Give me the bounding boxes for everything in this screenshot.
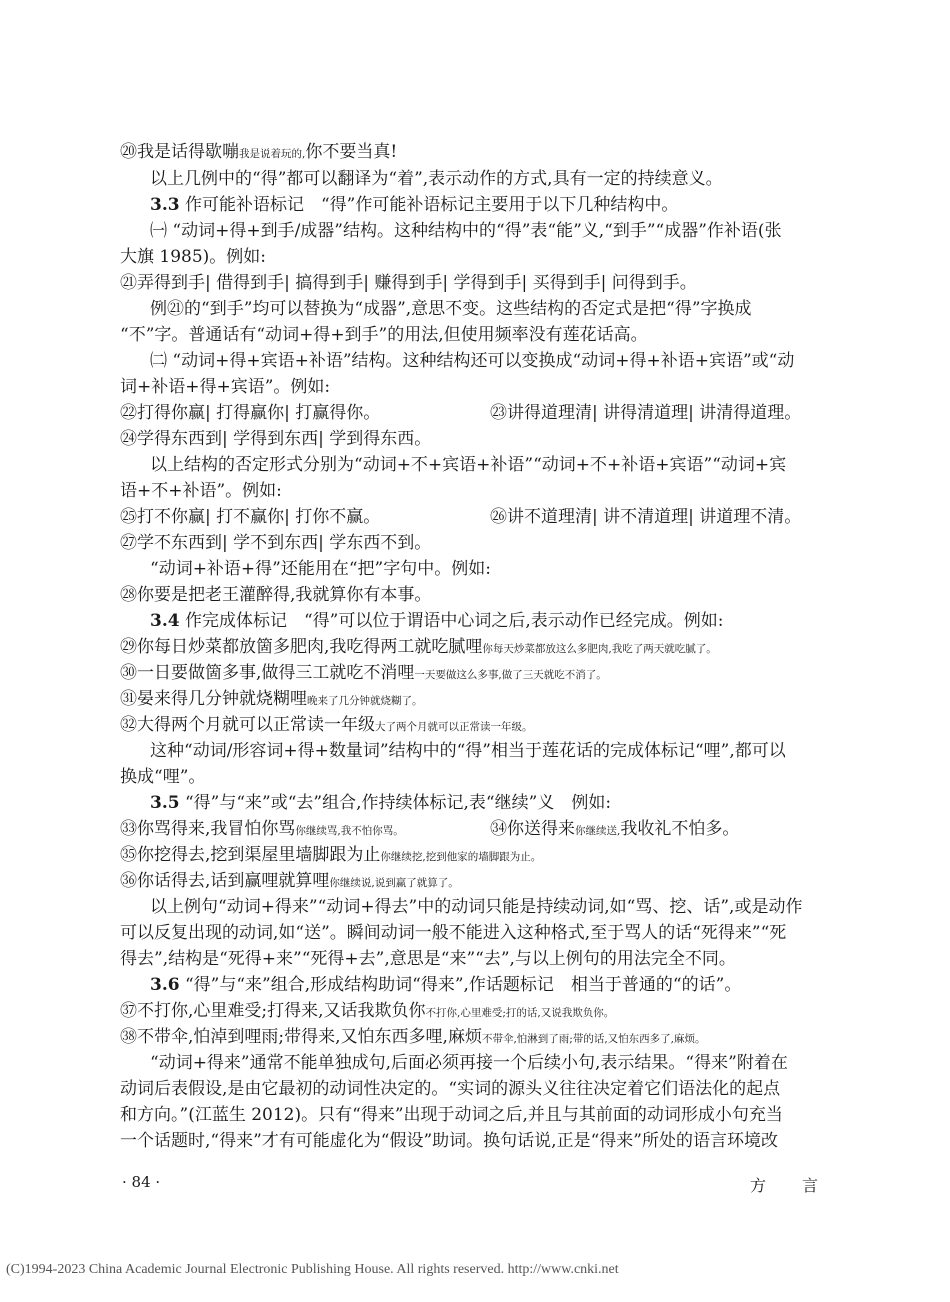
l35: “动词+得来”通常不能单独成句,后面必须再接一个后续小句,表示结果。“得来”附着在 xyxy=(150,1053,788,1073)
l13: 语+不+补语”。例如: xyxy=(120,481,282,501)
example-left: ㉕打不你赢| 打不赢你| 打你不赢。 xyxy=(120,507,381,527)
example-right: ㉓讲得道理清| 讲得清道理| 讲清得道理。 xyxy=(490,403,802,423)
l9: 词+补语+得+宾语”。例如: xyxy=(120,377,331,397)
l24: 换成“哩”。 xyxy=(120,767,206,787)
example-text: ㉚一日要做箇多事,做得三工就吃不消哩 xyxy=(120,663,415,683)
l6: 例㉑的“到手”均可以替换为“成器”,意思不变。这些结构的否定式是把“得”字换成 xyxy=(150,299,752,319)
section-number: 3.4 xyxy=(150,611,180,631)
gloss: 不打你,心里难受;打的话,又说我欺负你。 xyxy=(425,1007,615,1019)
example-text: ㊳不带伞,怕淖到哩雨;带得来,又怕东西多哩,麻烦 xyxy=(120,1027,482,1047)
l1: 以上几例中的“得”都可以翻译为“着”,表示动作的方式,具有一定的持续意义。 xyxy=(150,169,723,189)
example-text: ㉝你骂得来,我冒怕你骂 xyxy=(120,819,296,839)
example-tail: 你不要当真! xyxy=(305,142,398,162)
gloss: 你继续骂,我不怕你骂。 xyxy=(295,825,404,837)
l21 xyxy=(120,687,423,713)
l20 xyxy=(120,661,607,687)
page-number: · 84 · xyxy=(122,1173,161,1191)
l4: 大旗 1985)。例如: xyxy=(120,247,267,267)
gloss: 不带伞,怕淋到了雨;带的话,又怕东西多了,麻烦。 xyxy=(481,1033,706,1045)
gloss: 你继续说,说到赢了就算了。 xyxy=(329,877,459,889)
copyright-line[interactable]: (C)1994-2023 China Academic Journal Electronic Publishing House. All rights reserved. http://www.cnki.net xyxy=(6,1262,619,1277)
l30: 可以反复出现的动词,如“送”。瞬间动词一般不能进入这种格式,至于骂人的话“死得来”“死 xyxy=(120,923,787,943)
gloss: 一天要做这么多事,做了三天就吃不消了。 xyxy=(414,669,607,681)
example-text: ⑳我是话得歇嘣 xyxy=(120,142,239,162)
l3: ㈠ “动词+得+到手/成器”结构。这种结构中的“得”表“能”义,“到手”“成器”作补语(张 xyxy=(150,221,782,241)
example-text: ㊱你话得去,话到赢哩就算哩 xyxy=(120,871,330,891)
l37: 和方向。”(江蓝生 2012)。只有“得来”出现于动词之后,并且与其前面的动词形成小句充当 xyxy=(120,1105,783,1125)
l33 xyxy=(120,999,614,1025)
l11: ㉔学得东西到| 学得到东西| 学到得东西。 xyxy=(120,429,432,449)
l2 xyxy=(150,193,678,217)
example-right: ㉖讲不道理清| 讲不清道理| 讲道理不清。 xyxy=(490,507,802,527)
section-text: 作完成体标记 “得”可以位于谓语中心词之后,表示动作已经完成。例如: xyxy=(179,611,724,631)
section-text: “得”与“来”组合,形成结构助词“得来”,作话题标记 相当于普通的“的话”。 xyxy=(179,975,742,995)
l29: 以上例句“动词+得来”“动词+得去”中的动词只能是持续动词,如“骂、挖、话”,或是动作 xyxy=(150,897,803,917)
l16: “动词+补语+得”还能用在“把”字句中。例如: xyxy=(150,559,491,579)
l8: ㈡ “动词+得+宾语+补语”结构。这种结构还可以变换成“动词+得+补语+宾语”或“动 xyxy=(150,351,795,371)
l5: ㉑弄得到手| 借得到手| 搞得到手| 赚得到手| 学得到手| 买得到手| 问得到手。 xyxy=(120,273,697,293)
gloss: 我是说着玩的, xyxy=(239,148,306,160)
example-text: ㉟你挖得去,挖到渠屋里墙脚跟为止 xyxy=(120,845,381,865)
l34 xyxy=(120,1025,706,1051)
l23: 这种“动词/形容词+得+数量词”结构中的“得”相当于莲花话的完成体标记“哩”,都可以 xyxy=(150,741,786,761)
journal-name: 方言 xyxy=(750,1176,855,1195)
section-text: 作可能补语标记 “得”作可能补语标记主要用于以下几种结构中。 xyxy=(179,195,679,215)
gloss: 大了两个月就可以正常读一年级。 xyxy=(375,721,533,733)
gloss: 你继续送, xyxy=(575,825,621,837)
l19 xyxy=(120,635,717,661)
l18 xyxy=(150,609,724,633)
l7: “不”字。普通话有“动词+得+到手”的用法,但使用频率没有莲花话高。 xyxy=(120,325,648,345)
l25 xyxy=(150,791,611,815)
example-left: ㉒打得你赢| 打得赢你| 打赢得你。 xyxy=(120,403,381,423)
section-number: 3.5 xyxy=(150,793,180,813)
l27 xyxy=(120,843,541,869)
example-text: ㊲不打你,心里难受;打得来,又话我欺负你 xyxy=(120,1001,426,1021)
section-number: 3.6 xyxy=(150,975,180,995)
example-text: ㉜大得两个月就可以正常读一年级 xyxy=(120,715,375,735)
gloss: 你每天炒菜都放这么多肥肉,我吃了两天就吃腻了。 xyxy=(482,643,717,655)
l0 xyxy=(120,140,397,166)
l28 xyxy=(120,869,459,895)
l17: ㉘你要是把老王灌醉得,我就算你有本事。 xyxy=(120,585,432,605)
example-text: ㉛晏来得几分钟就烧糊哩 xyxy=(120,689,307,709)
section-text: “得”与“来”或“去”组合,作持续体标记,表“继续”义 例如: xyxy=(179,793,612,813)
example-text: ㉙你每日炒菜都放箇多肥肉,我吃得两工就吃腻哩 xyxy=(120,637,483,657)
l38: 一个话题时,“得来”才有可能虚化为“假设”助词。换句话说,正是“得来”所处的语言环境改 xyxy=(120,1131,778,1151)
l12: 以上结构的否定形式分别为“动词+不+宾语+补语”“动词+不+补语+宾语”“动词+宾 xyxy=(150,455,787,475)
example-tail: 我收礼不怕多。 xyxy=(620,819,740,839)
l31: 得去”,结构是“死得+来”“死得+去”,意思是“来”“去”,与以上例句的用法完全不同。 xyxy=(120,949,736,969)
gloss: 晚来了几分钟就烧糊了。 xyxy=(307,695,423,707)
gloss: 你继续挖,挖到他家的墙脚跟为止。 xyxy=(380,851,542,863)
l32 xyxy=(150,973,741,997)
l15: ㉗学不东西到| 学不到东西| 学东西不到。 xyxy=(120,533,432,553)
l36: 动词后表假设,是由它最初的动词性决定的。“实词的源头义往往决定着它们语法化的起点 xyxy=(120,1079,781,1099)
example-text: ㉞你送得来 xyxy=(490,819,575,839)
l22 xyxy=(120,713,533,739)
section-number: 3.3 xyxy=(150,195,180,215)
